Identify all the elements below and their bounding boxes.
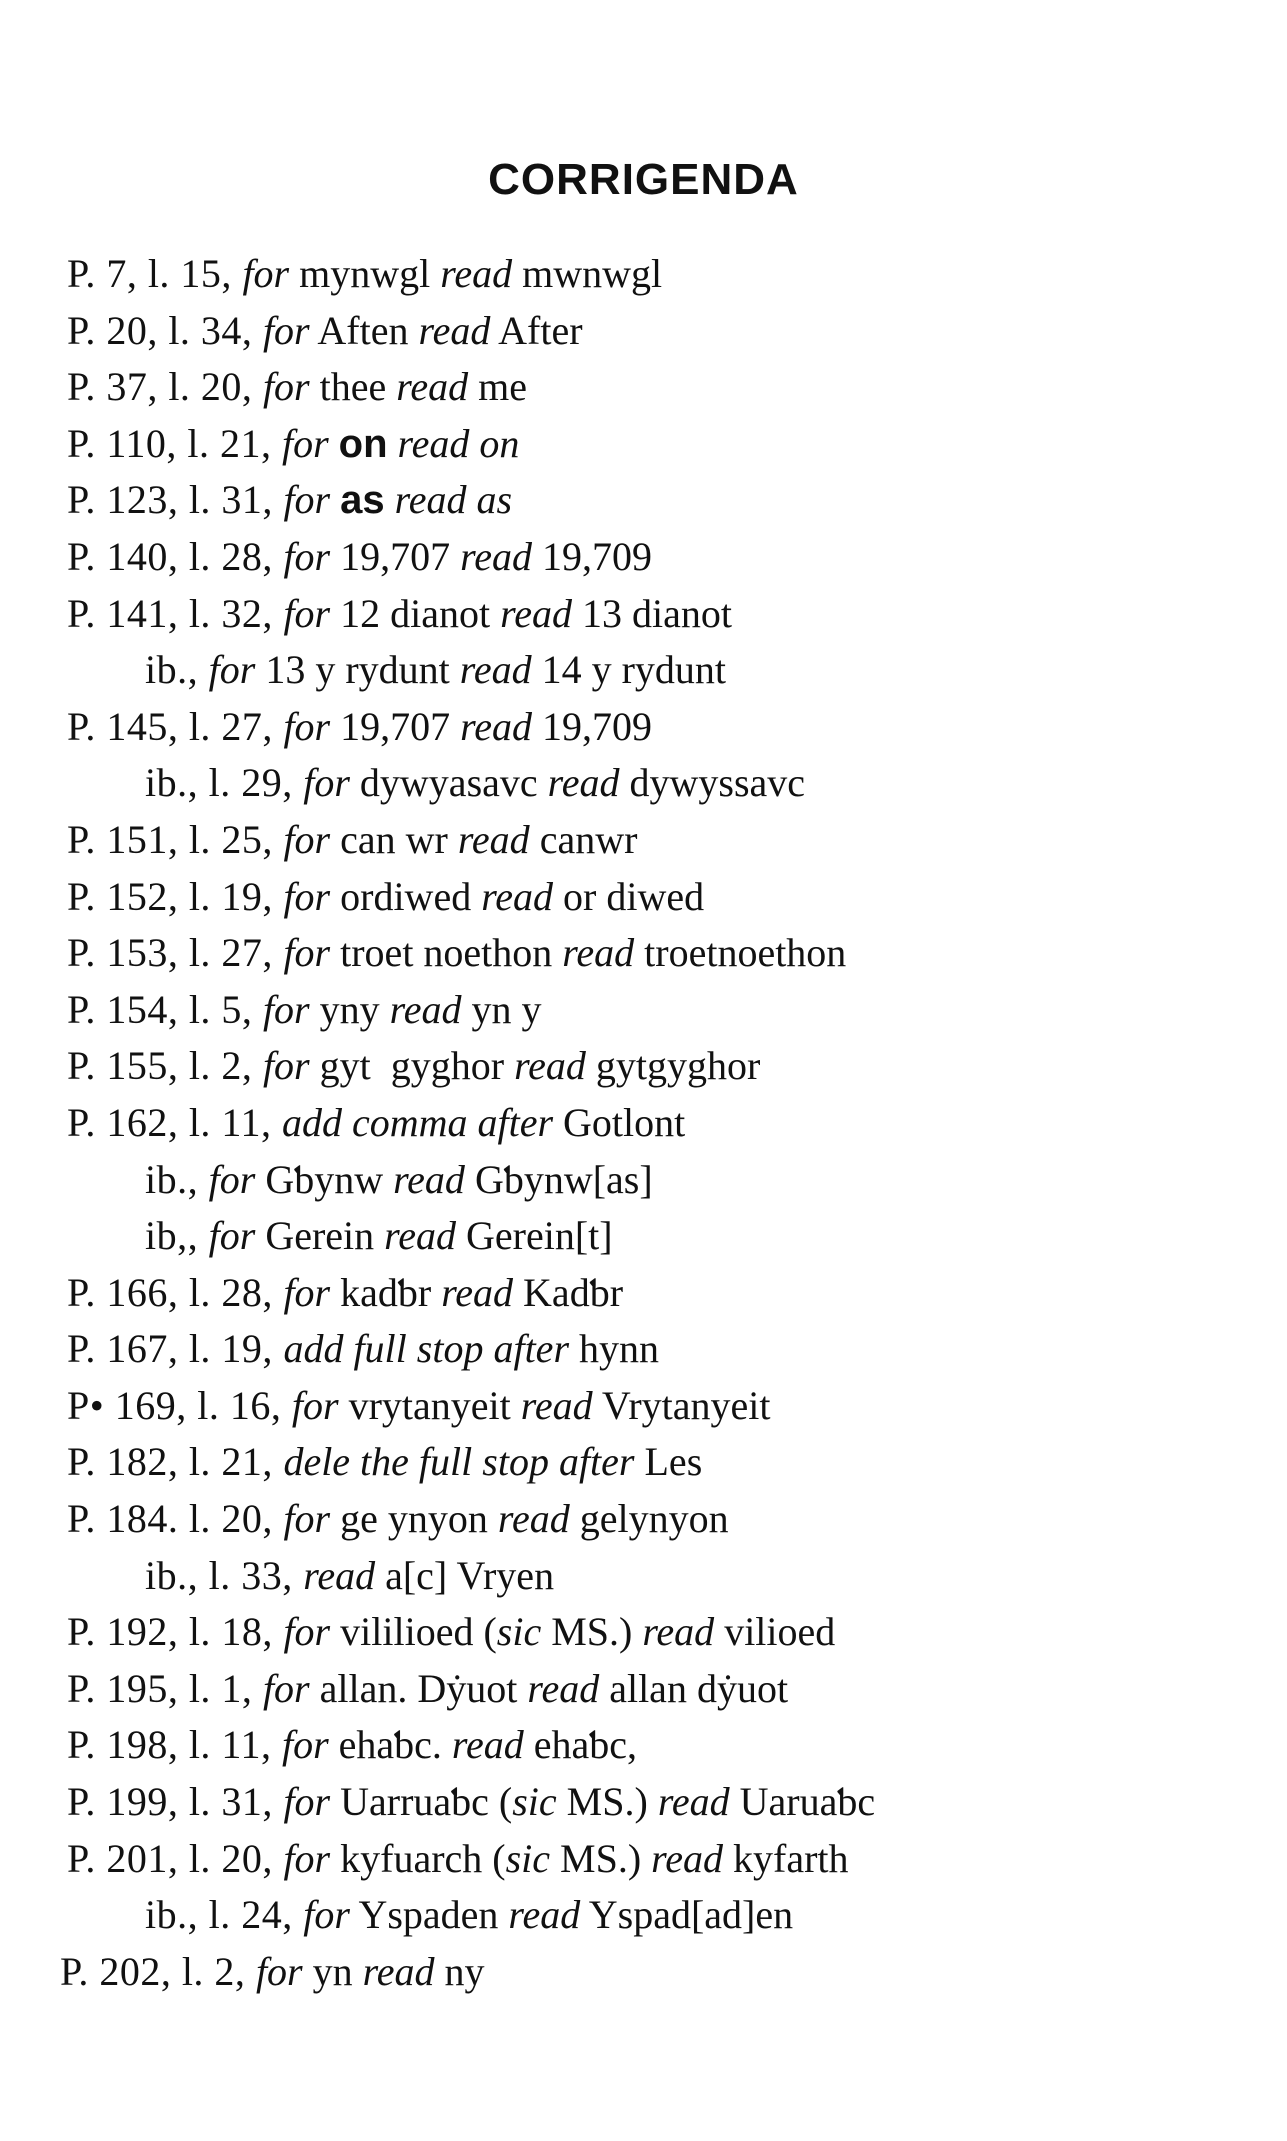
- entry-reference: P. 198, l. 11,: [67, 1722, 282, 1768]
- entry-reference: P. 152, l. 19,: [67, 873, 284, 919]
- entry-instruction: for: [208, 1156, 256, 1202]
- entry-reference: P• 169, l. 16,: [67, 1382, 292, 1428]
- corrigenda-entry: [0, 869, 1287, 926]
- entry-text: kadƅr: [330, 1269, 442, 1315]
- entry-reference: P. 192, l. 18,: [67, 1609, 284, 1655]
- entry-instruction: for: [262, 986, 310, 1032]
- entry-text: yn: [302, 1948, 363, 1994]
- entry-instruction: read: [389, 986, 462, 1032]
- entry-instruction: for: [283, 930, 331, 976]
- entry-instruction: sic: [512, 1779, 557, 1825]
- entry-instruction: read: [642, 1609, 715, 1655]
- entry-instruction: sic: [496, 1609, 542, 1655]
- corrigenda-entry: [0, 1604, 1287, 1661]
- entry-instruction: for: [291, 1382, 339, 1428]
- entry-reference: P. 195, l. 1,: [67, 1665, 263, 1711]
- entry-instruction: read: [457, 816, 530, 862]
- entry-text: [330, 477, 340, 522]
- entry-reference: P. 202, l. 2,: [60, 1948, 256, 1994]
- entry-instruction: for: [262, 307, 310, 353]
- entry-instruction: for: [283, 590, 331, 636]
- corrigenda-entry: [0, 416, 1287, 473]
- entry-instruction: read: [397, 420, 470, 466]
- entry-reference: ib., l. 29,: [145, 760, 304, 806]
- entry-text: vilioed: [714, 1609, 836, 1655]
- entry-instruction: read: [514, 1043, 586, 1089]
- entry-text: allan. Dẏuot: [309, 1665, 528, 1711]
- entry-text: [329, 421, 339, 466]
- entry-reference: ib.,: [145, 647, 209, 693]
- corrigenda-entry: [0, 586, 1287, 643]
- corrigenda-entry: [0, 1265, 1287, 1322]
- entry-reference: ib,,: [145, 1213, 209, 1259]
- corrigenda-entry: [0, 1038, 1287, 1095]
- corrigenda-entry: [0, 246, 1287, 303]
- entry-reference: P. 141, l. 32,: [67, 590, 284, 636]
- entry-text: Yspaden: [349, 1892, 509, 1938]
- entry-text: dywyasavc: [349, 760, 548, 806]
- entry-text: Uarruaƅc (: [330, 1779, 513, 1825]
- entry-text: can wr: [330, 816, 458, 862]
- entry-instruction: for: [283, 533, 331, 579]
- entry-instruction: for: [283, 703, 331, 749]
- entry-instruction: read: [562, 930, 635, 976]
- corrigenda-entry: [0, 982, 1287, 1039]
- entry-text: 19,707: [330, 703, 461, 749]
- entry-text: ehaƅc,: [523, 1722, 638, 1768]
- entry-instruction: for: [208, 1213, 256, 1259]
- entry-instruction: add comma after: [281, 1099, 554, 1145]
- entry-text: [388, 421, 398, 466]
- entry-text: gelynyon: [569, 1496, 729, 1542]
- entry-instruction: read: [460, 533, 532, 579]
- entry-instruction: for: [255, 1948, 303, 1994]
- entry-text: Vrytanyeit: [592, 1382, 771, 1428]
- entry-text: yn y: [461, 986, 542, 1032]
- entry-instruction: read: [459, 647, 532, 693]
- entry-instruction: for: [242, 251, 290, 296]
- corrigenda-entry: [0, 812, 1287, 869]
- entry-instruction: for: [262, 1043, 310, 1089]
- entry-text: ehaƅc.: [328, 1722, 452, 1768]
- corrigenda-entry: [0, 1548, 1287, 1605]
- entry-instruction: read: [418, 307, 491, 353]
- corrigenda-entry: [0, 303, 1287, 360]
- entry-text: ge ynyon: [330, 1496, 498, 1542]
- entry-instruction: read: [508, 1892, 581, 1938]
- entry-text: Aften: [309, 307, 419, 353]
- entry-text: 14 y rydunt: [531, 647, 727, 693]
- entry-instruction: read: [520, 1382, 593, 1428]
- entry-reference: P. 145, l. 27,: [67, 703, 284, 749]
- corrigenda-entry: [0, 1491, 1287, 1548]
- entry-text: gyt gyghor: [309, 1043, 515, 1089]
- corrigenda-entry: [0, 1944, 1287, 2001]
- corrigenda-entry: [0, 1831, 1287, 1888]
- entry-text: [466, 477, 476, 522]
- entry-instruction: read: [657, 1779, 730, 1825]
- corrigenda-entry: [0, 755, 1287, 812]
- corrigenda-entry: [0, 359, 1287, 416]
- corrigenda-entry: [0, 1095, 1287, 1152]
- corrigenda-list: [0, 246, 1287, 2000]
- entry-text: a[c] Vryen: [375, 1552, 555, 1598]
- entry-instruction: read: [651, 1835, 724, 1881]
- entry-text: MS.): [550, 1835, 652, 1881]
- entry-instruction: on: [479, 420, 520, 466]
- entry-text-sans: on: [338, 421, 388, 466]
- entry-instruction: for: [283, 1269, 331, 1315]
- entry-instruction: for: [303, 760, 350, 806]
- corrigenda-entry: [0, 1661, 1287, 1718]
- entry-reference: P. 162, l. 11,: [67, 1099, 282, 1145]
- entry-instruction: for: [283, 1835, 331, 1881]
- entry-instruction: read: [440, 251, 513, 296]
- entry-instruction: read: [303, 1552, 376, 1598]
- entry-text: Les: [634, 1439, 703, 1485]
- entry-instruction: for: [283, 1779, 331, 1825]
- entry-instruction: for: [303, 1892, 350, 1938]
- entry-reference: P. 151, l. 25,: [67, 816, 284, 862]
- entry-text: [385, 477, 395, 522]
- entry-text: 19,709: [531, 703, 652, 749]
- entry-instruction: read: [481, 873, 554, 919]
- corrigenda-entry: [0, 1717, 1287, 1774]
- corrigenda-entry: [0, 529, 1287, 586]
- entry-reference: P. 184. l. 20,: [67, 1496, 284, 1542]
- entry-text: mynwgl: [289, 251, 441, 296]
- corrigenda-entry: [0, 1152, 1287, 1209]
- corrigenda-entry: [0, 1774, 1287, 1831]
- entry-reference: ib.,: [145, 1156, 209, 1202]
- entry-instruction: read: [362, 1948, 435, 1994]
- entry-text: hynn: [569, 1326, 660, 1372]
- entry-reference: P. 166, l. 28,: [67, 1269, 284, 1315]
- page-title: CORRIGENDA: [488, 155, 799, 204]
- entry-reference: ib., l. 33,: [145, 1552, 304, 1598]
- entry-instruction: sic: [505, 1835, 551, 1881]
- entry-reference: P. 155, l. 2,: [67, 1043, 263, 1089]
- entry-text: kyfarth: [723, 1835, 849, 1881]
- entry-reference: P. 123, l. 31,: [67, 477, 284, 523]
- entry-instruction: for: [283, 873, 331, 919]
- entry-instruction: dele the full stop after: [283, 1439, 635, 1485]
- corrigenda-entry: [0, 699, 1287, 756]
- entry-text: vililioed (: [330, 1609, 497, 1655]
- entry-reference: P. 37, l. 20,: [67, 364, 263, 410]
- entry-instruction: read: [396, 364, 469, 410]
- entry-text: kyfuarch (: [330, 1835, 506, 1881]
- entry-text: Kadƅr: [513, 1269, 624, 1315]
- entry-instruction: read: [547, 760, 620, 806]
- entry-text: thee: [309, 364, 397, 410]
- entry-text: After: [490, 307, 583, 353]
- entry-text: 13 dianot: [571, 590, 732, 636]
- entry-reference: P. 167, l. 19,: [67, 1326, 284, 1372]
- entry-text: vrytanyeit: [338, 1382, 521, 1428]
- entry-text: Uaruaƅc: [729, 1779, 876, 1825]
- entry-text: 13 y rydunt: [255, 647, 460, 693]
- entry-reference: P. 140, l. 28,: [67, 533, 284, 579]
- corrigenda-entry: [0, 472, 1287, 529]
- entry-text: dywyssavc: [619, 760, 806, 806]
- entry-text: or diwed: [553, 873, 705, 919]
- entry-text: Yspad[ad]en: [580, 1892, 794, 1938]
- entry-text: 19,707: [330, 533, 461, 579]
- entry-instruction: read: [441, 1269, 514, 1315]
- corrigenda-entry: [0, 1208, 1287, 1265]
- entry-reference: P. 154, l. 5,: [67, 986, 263, 1032]
- entry-reference: P. 153, l. 27,: [67, 930, 284, 976]
- entry-instruction: read: [393, 1156, 465, 1202]
- entry-text: Gƅynw[as]: [464, 1156, 653, 1202]
- entry-instruction: for: [208, 647, 256, 693]
- entry-text: mwnwgl: [512, 251, 663, 296]
- entry-reference: P. 199, l. 31,: [67, 1779, 284, 1825]
- corrigenda-entry: [0, 925, 1287, 982]
- entry-text: canwr: [529, 816, 638, 862]
- entry-text: Gerein: [255, 1213, 385, 1259]
- entry-text: allan dẏuot: [599, 1665, 789, 1711]
- entry-instruction: for: [281, 420, 329, 466]
- entry-instruction: for: [283, 477, 331, 523]
- entry-instruction: read: [451, 1722, 524, 1768]
- entry-instruction: for: [262, 1665, 310, 1711]
- entry-text: Gotlont: [553, 1099, 686, 1145]
- entry-instruction: for: [283, 1496, 331, 1542]
- corrigenda-entry: [0, 1321, 1287, 1378]
- entry-text: 12 dianot: [330, 590, 501, 636]
- entry-instruction: add full stop after: [283, 1326, 570, 1372]
- entry-text: MS.): [541, 1609, 643, 1655]
- corrigenda-entry: [0, 642, 1287, 699]
- entry-instruction: read: [384, 1213, 456, 1259]
- entry-reference: P. 7, l. 15,: [67, 251, 243, 296]
- entry-instruction: read: [527, 1665, 600, 1711]
- entry-text: yny: [309, 986, 390, 1032]
- entry-text: ordiwed: [330, 873, 482, 919]
- entry-text: troet noethon: [330, 930, 563, 976]
- entry-instruction: read: [394, 477, 467, 523]
- entry-instruction: read: [500, 590, 572, 636]
- entry-text: Gƅynw: [255, 1156, 394, 1202]
- entry-text: MS.): [556, 1779, 658, 1825]
- entry-text: me: [468, 364, 527, 410]
- entry-instruction: read: [460, 703, 532, 749]
- entry-instruction: for: [281, 1722, 329, 1768]
- entry-reference: P. 20, l. 34,: [67, 307, 263, 353]
- entry-text-sans: as: [340, 478, 385, 523]
- entry-text: gytgyghor: [585, 1043, 761, 1089]
- entry-reference: ib., l. 24,: [145, 1892, 304, 1938]
- entry-reference: P. 201, l. 20,: [67, 1835, 284, 1881]
- entry-reference: P. 182, l. 21,: [67, 1439, 284, 1485]
- entry-reference: P. 110, l. 21,: [67, 420, 282, 466]
- entry-text: Gerein[t]: [455, 1213, 613, 1259]
- corrigenda-entry: [0, 1434, 1287, 1491]
- entry-instruction: for: [262, 364, 310, 410]
- entry-text: [469, 421, 479, 466]
- entry-text: ny: [434, 1948, 485, 1994]
- entry-text: 19,709: [531, 533, 652, 579]
- entry-text: troetnoethon: [634, 930, 847, 976]
- entry-instruction: as: [476, 477, 513, 523]
- entry-instruction: for: [283, 816, 331, 862]
- entry-instruction: for: [283, 1609, 331, 1655]
- corrigenda-entry: [0, 1887, 1287, 1944]
- corrigenda-entry: [0, 1378, 1287, 1435]
- entry-instruction: read: [497, 1496, 570, 1542]
